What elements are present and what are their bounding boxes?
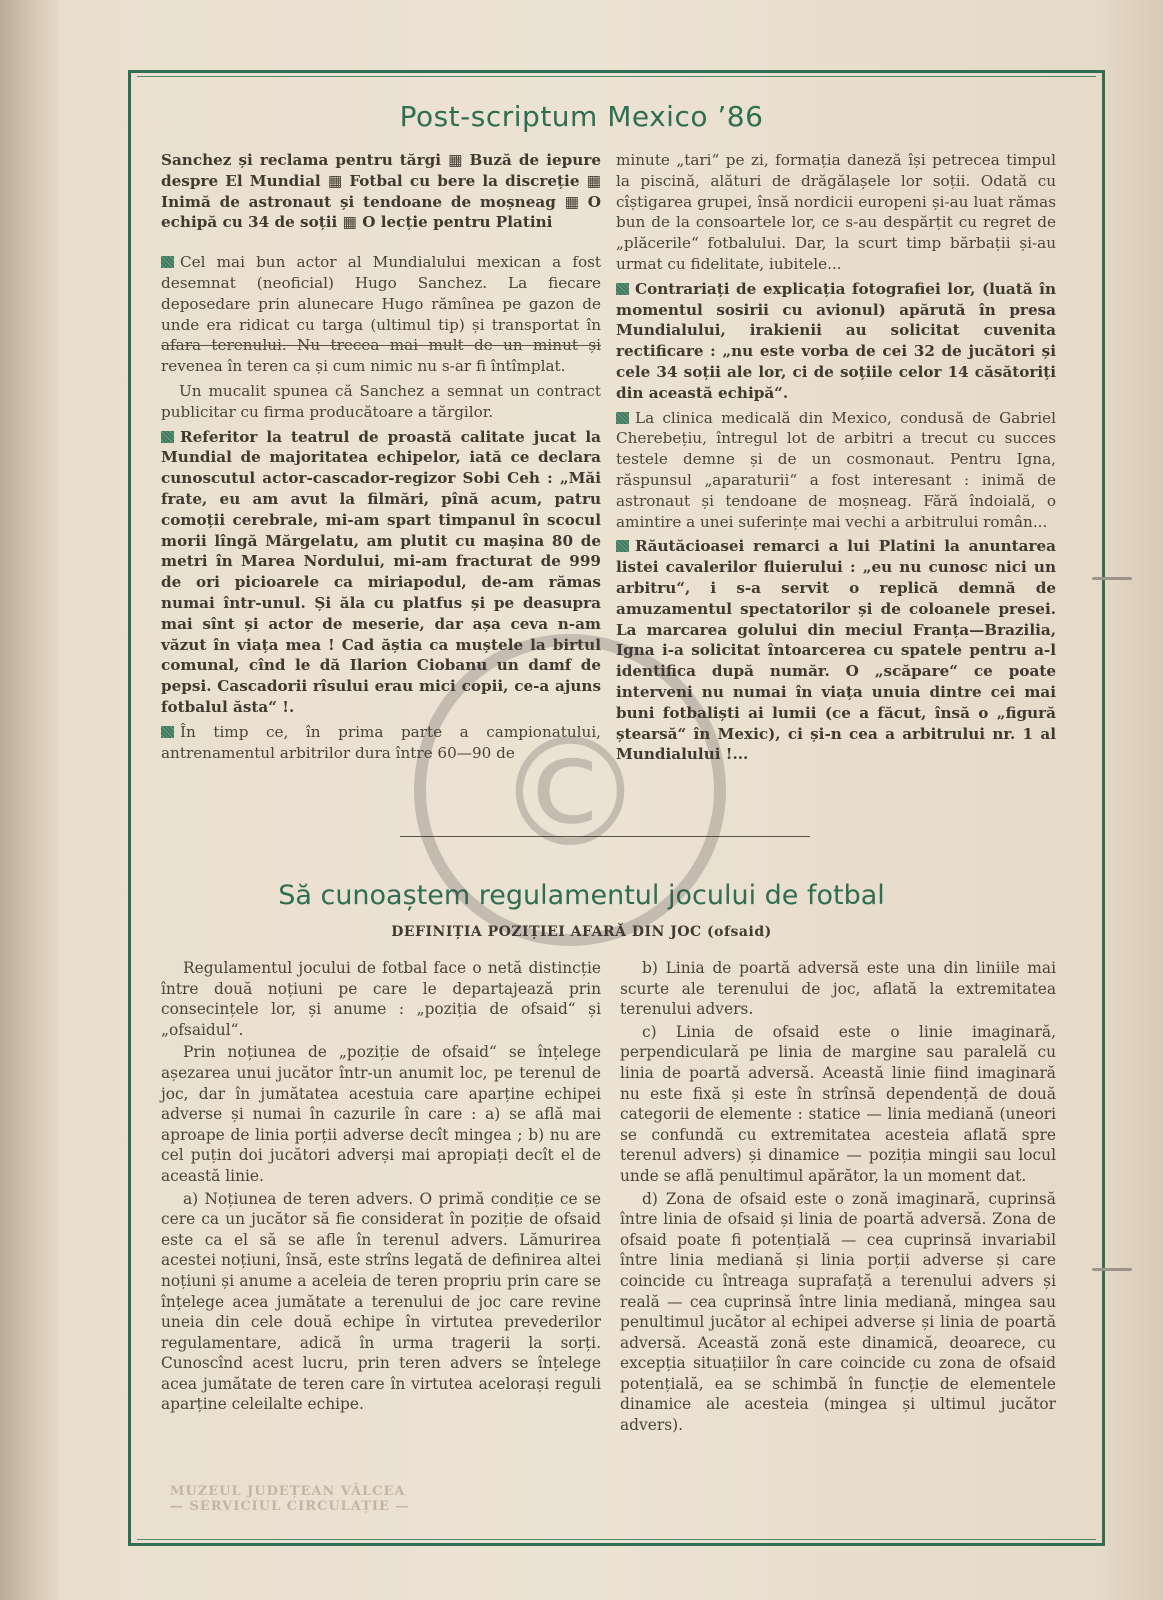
paragraph: c) Linia de ofsaid este o linie imaginară, perpendiculară pe linia de margine sau paralelă cu linia de poartă adversă. Această linie fiind imaginară nu este fixă și este în strînsă dependență de două categorii de elemente : statice — linia mediană (uneori se confundă cu extremitatea acesteia aflată spre terenul advers) și dinamice — poziția mingii sau locul unde se află penultimul apărător, la un moment dat. xyxy=(620,1022,1056,1185)
paragraph-lead: Referitor la teatrul de proastă calitate jucat la Mundial de majoritatea echipelor, iată ce declara cunoscutul actor-cascador-regizor Sobi Ceh : „Măi frate, eu am avut la filmări, pînă acum, patru comoții cerebrale, mi-am spart timpanul în scocul morii lîngă Mărgelatu, am plutit cu mașina 80 de metri în Marea Nordului, mi-am fracturat de 999 de ori picioarele ca miriapodul, de-am rămas numai într-unul. Și ăla cu platfus și pe deasupra mai sînt și actor de meserie, dar așa ceva n-am văzut în viața mea ! Cad ăștia ca muștele la birtul comunal, cînd le dă Ilarion Ciobanu un damf de pepsi. Cascadorii rîsului erau mici copii, ce-a ajuns fotbalul ăsta“ !. xyxy=(161,427,601,716)
staple xyxy=(1092,577,1132,580)
paragraph: d) Zona de ofsaid este o zonă imaginară, cuprinsă între linia de ofsaid și linia de poartă adversă. Zona de ofsaid poate fi potențială — cea cuprinsă invariabil între linia mediană și linia porții adverse și care coincide cu întreaga suprafață a terenului advers și reală — cea cuprinsă între linia mediană, mingea sau penultimul jucător al echipei adverse și linia de poartă adversă. Această zonă este dinamică, deoarece, cu excepția situațiilor în care coincide cu zona de ofsaid potențială, ea se schimbă în funcție de elementele dinamice ale acesteia (mingea și ultimul jucător advers). xyxy=(620,1189,1056,1435)
paragraph xyxy=(616,408,1056,533)
article2-left-column xyxy=(161,958,601,1417)
paragraph-text: La clinica medicală din Mexico, condusă de Gabriel Cherebețiu, întregul lot de arbitri a trecut cu succes testele demne și de un cosmonaut. Pentru Igna, răspunsul „aparaturii“ a fost interesant : inimă de astronaut și tendoane de moșneag. Fără îndoială, o amintire a unei suferințe mai vechi a arbitrului român... xyxy=(616,408,1056,531)
article2-title: Să cunoaștem regulamentul jocului de fotbal xyxy=(278,880,885,911)
article-summary: Sanchez și reclama pentru tărgi ▦ Buză de iepure despre El Mundial ▦ Fotbal cu bere la discreție ▦ Inimă de astronaut și tendoane de moșneag ▦ O echipă cu 34 de soții ▦ O lecție pentru Platini xyxy=(161,151,601,232)
bullet-square-icon xyxy=(161,256,174,268)
copyright-watermark xyxy=(380,600,760,980)
paragraph-lead: Contrariați de explicația fotografiei lor, (luată în momentul sosirii cu avionul) apărută în presa Mundialului, irakienii au solicitat cuvenita rectificare : „nu este vorba de cei 32 de jucători și cele 34 soții ale lor, ci de soțiile celor 14 căsătoriți din această echipă“. xyxy=(616,279,1056,402)
stamp-line-2: — SERVICIUL CIRCULAȚIE — xyxy=(170,1499,410,1514)
paragraph-text: Cel mai bun actor al Mundialului mexican a fost desemnat (neoficial) Hugo Sanchez. La fiecare deposedare prin alunecare Hugo rămînea pe gazon de unde era ridicat cu targa (ultimul tip) și transportat în afara terenului. Nu trecea mai mult de un minut și revenea în teren ca și cum nimic nu s-ar fi întîmplat. xyxy=(161,253,601,376)
paragraph-text: Un mucalit spunea că Sanchez a semnat un contract publicitar cu firma producătoare a tărgilor. xyxy=(161,381,601,421)
bullet-square-icon xyxy=(616,283,629,295)
paragraph xyxy=(161,252,601,377)
article2-subtitle: DEFINIȚIA POZIȚIEI AFARĂ DIN JOC (ofsaid) xyxy=(391,924,772,940)
article2-right-column xyxy=(620,958,1056,1438)
paragraph xyxy=(616,279,1056,404)
watermark-symbol: © xyxy=(495,707,645,881)
paragraph: a) Noțiunea de teren advers. O primă condiție ce se cere ca un jucător să fie considerat în poziție de ofsaid este ca el să se afle în terenul advers. Lămurirea acestei noțiuni, însă, este strîns legată de definirea altei noțiuni și anume a aceleia de teren propriu prin care se înțelege acea jumătate a terenului de joc care revine uneia din cele două echipe în virtutea prevederilor regulamentare, adică în urma tragerii la sorți. Cunoscînd acest lucru, prin teren advers se înțelege acea jumătate de teren care în virtutea acelorași reguli aparține celeilalte echipe. xyxy=(161,1189,601,1414)
paragraph-lead: Răutăcioasei remarci a lui Platini la anuntarea listei cavalerilor fluierului : „eu nu cunosc nici un arbitru“, i s-a servit o replică demnă de amuzamentul spectatorilor și de coloanele presei. La marcarea golului din meciul Franța—Brazilia, Igna i-a solicitat întoarcerea cu spatele pentru a-l identifica după număr. O „scăpare“ ce poate interveni nu numai în viața unuia dintre cei mai buni fotbaliști ai lumii (ce a făcut, însă o „figură ștearsă“ în Mexic), ci și-n cea a arbitrului nr. 1 al Mundialului !... xyxy=(616,537,1056,764)
paragraph: Prin noțiunea de „poziție de ofsaid“ se înțelege așezarea unui jucător într-un anumit loc, pe terenul de joc, dar în jumătatea acestuia care aparține echipei adverse și numai în cazurile în care : a) se află mai aproape de linia porții adverse decît mingea ; b) nu are cel puțin doi jucători adverși mai apropiați decît el de această linie. xyxy=(161,1043,601,1185)
staple xyxy=(1092,1268,1132,1271)
bullet-square-icon xyxy=(616,412,629,424)
bullet-square-icon xyxy=(616,540,629,552)
article-title: Post-scriptum Mexico ’86 xyxy=(399,100,764,133)
paragraph: Regulamentul jocului de fotbal face o netă distincție între două noțiuni pe care le departajează prin consecințele lor, și anume : „poziția de ofsaid“ și „ofsaidul“. xyxy=(161,959,601,1039)
paragraph-text: În timp ce, în prima parte a campionatului, antrenamentul arbitrilor dura între 60—90 de xyxy=(161,722,601,762)
stamp-line-1: MUZEUL JUDEȚEAN VÂLCEA xyxy=(170,1484,406,1499)
paragraph xyxy=(161,381,601,423)
binding-shadow xyxy=(0,0,58,1600)
bullet-square-icon xyxy=(161,431,174,443)
library-stamp xyxy=(170,1484,500,1524)
paragraph xyxy=(616,150,1056,275)
paragraph: b) Linia de poartă adversă este una din liniile mai scurte ale terenului de joc, aflată la extremitatea terenului advers. xyxy=(620,959,1056,1019)
bullet-square-icon xyxy=(161,726,174,738)
paragraph-text: minute „tari“ pe zi, formația daneză își petrecea timpul la piscină, alături de drăgălașele lor soții. Odată cu cîștigarea grupei, însă nordicii europeni și-au luat rămas bun de la consoartele lor, ce s-au despărțit cu regret de „plăcerile“ fotbalului. Dar, la scurt timp bărbații și-au urmat cu fidelitate, iubitele... xyxy=(616,151,1056,273)
